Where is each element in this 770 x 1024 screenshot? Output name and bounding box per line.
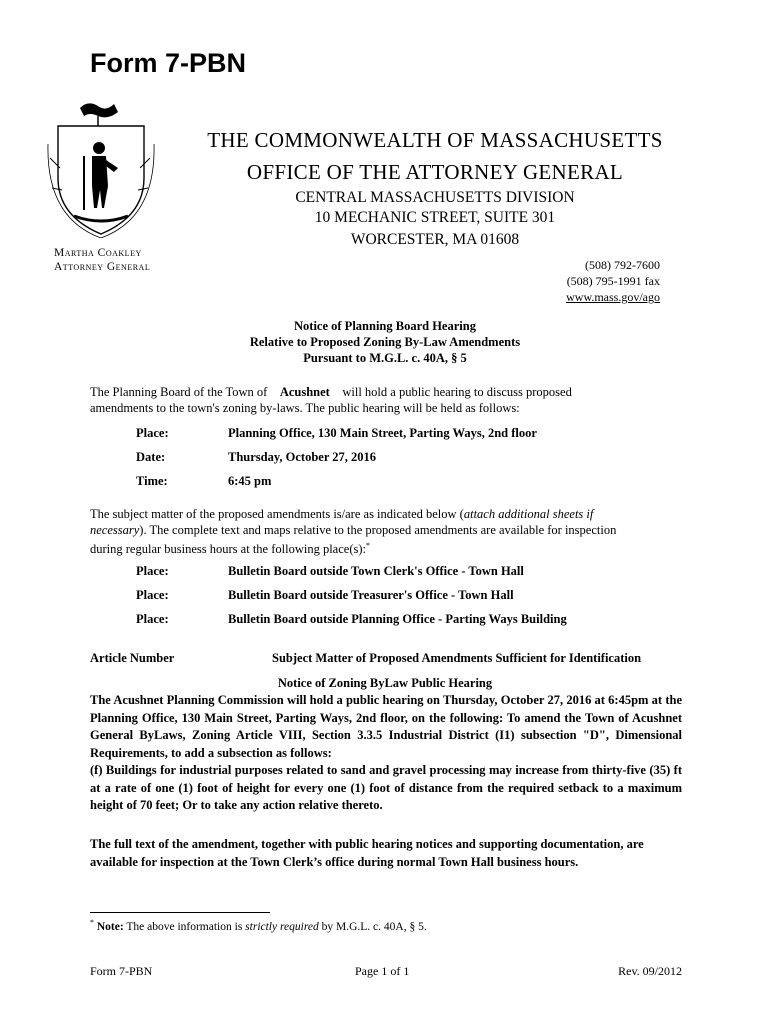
subject-italic: necessary — [90, 523, 140, 537]
zoning-body-text: The Acushnet Planning Commission will hold a public hearing on Thursday, October 27, 2016 at 6:45pm at the Planning Office, 130 Main Street, Parting Ways, 2nd floor, on the following: To amend the Town of Acushnet General ByLaws, Zoning Article VIII, Section 3.3.5 Industrial District (I1) subsection "D", Dimensional Requirements, to add a subsection as follows: — [90, 693, 682, 760]
article-number-header: Article Number — [90, 651, 175, 665]
field-value: Thursday, October 27, 2016 — [228, 450, 377, 464]
phone: (508) 792-7600 — [585, 258, 660, 272]
hearing-date-row — [136, 450, 376, 465]
intro-text: amendments to the town's zoning by-laws. The public hearing will be held as follows: — [90, 401, 520, 415]
intro-text: The Planning Board of the Town of — [90, 385, 268, 399]
subject-text: during regular business hours at the following place(s): — [90, 542, 366, 557]
field-label: Time: — [136, 474, 168, 488]
inspection-place-row — [136, 564, 524, 579]
subject-text: ). The complete text and maps relative to the proposed amendments are available for inspection — [139, 523, 617, 537]
notice-heading — [90, 318, 680, 366]
ag-title-line: Attorney General — [54, 261, 151, 273]
footnote-italic: strictly required — [245, 920, 319, 933]
footnote-text: The above information is — [123, 920, 246, 933]
notice-line: Pursuant to M.G.L. c. 40A, § 5 — [303, 351, 467, 365]
footer-revision: Rev. 09/2012 — [618, 964, 682, 978]
form-title: Form 7-PBN — [90, 48, 247, 78]
zoning-item-text: (f) Buildings for industrial purposes related to sand and gravel processing may increase from thirty-five (35) ft at a rate of one (1) foot of height for every one (1) foot of distance from the required setback to a maximum height of 70 feet; Or to take any action relative thereto. — [90, 763, 682, 812]
field-value: Bulletin Board outside Planning Office - Parting Ways Building — [228, 612, 567, 626]
subject-paragraph — [90, 506, 682, 557]
field-label: Place: — [136, 564, 169, 578]
header-city: WORCESTER, MA 01608 — [350, 231, 520, 248]
notice-line: Relative to Proposed Zoning By-Law Amendments — [249, 335, 521, 349]
full-text-notice: The full text of the amendment, together with public hearing notices and supporting documentation, are available for inspection at the Town Clerk’s office during normal Town Hall business hours. — [90, 837, 644, 869]
footnote-label: Note: — [96, 920, 124, 933]
field-label: Place: — [136, 426, 169, 440]
field-value: Planning Office, 130 Main Street, Parting Ways, 2nd floor — [228, 426, 537, 440]
town-name: Acushnet — [279, 385, 330, 399]
website-link[interactable]: www.mass.gov/ago — [566, 290, 660, 304]
inspection-place-row — [136, 588, 514, 603]
footnote-marker: * — [90, 918, 94, 927]
header-office: OFFICE OF THE ATTORNEY GENERAL — [246, 160, 624, 184]
attorney-general-name — [54, 246, 150, 274]
notice-line: Notice of Planning Board Hearing — [294, 319, 476, 333]
footer-page-number: Page 1 of 1 — [355, 964, 410, 978]
footnote — [90, 918, 427, 933]
intro-paragraph — [90, 384, 682, 416]
field-label: Place: — [136, 588, 169, 602]
field-label: Date: — [136, 450, 166, 464]
zoning-notice-title: Notice of Zoning ByLaw Public Hearing — [277, 676, 493, 690]
inspection-place-row — [136, 612, 567, 627]
hearing-place-row — [136, 426, 537, 441]
ag-name-line: Martha Coakley — [54, 247, 142, 259]
fax: (508) 795-1991 fax — [566, 274, 660, 288]
footnote-divider — [90, 912, 270, 913]
footer-form-id: Form 7-PBN — [90, 964, 153, 978]
subject-italic: attach additional sheets if — [463, 507, 594, 521]
hearing-time-row — [136, 474, 271, 489]
intro-text: will hold a public hearing to discuss proposed — [342, 385, 572, 399]
subject-matter-header: Subject Matter of Proposed Amendments Sufficient for Identification — [272, 651, 642, 665]
zoning-notice-body — [90, 692, 682, 815]
footnote-marker: * — [365, 541, 370, 550]
field-value: Bulletin Board outside Town Clerk's Office - Town Hall — [228, 564, 524, 578]
header-division: CENTRAL MASSACHUSETTS DIVISION — [295, 189, 575, 206]
subject-text: The subject matter of the proposed amendments is/are as indicated below ( — [90, 507, 464, 521]
field-label: Place: — [136, 612, 169, 626]
header-street: 10 MECHANIC STREET, SUITE 301 — [314, 209, 556, 226]
header-commonwealth: THE COMMONWEALTH OF MASSACHUSETTS — [207, 128, 663, 152]
footnote-text: by M.G.L. c. 40A, § 5. — [318, 920, 427, 933]
field-value: 6:45 pm — [228, 474, 272, 488]
field-value: Bulletin Board outside Treasurer's Office - Town Hall — [228, 588, 514, 602]
contact-block — [566, 257, 660, 305]
massachusetts-seal-icon — [40, 98, 162, 238]
